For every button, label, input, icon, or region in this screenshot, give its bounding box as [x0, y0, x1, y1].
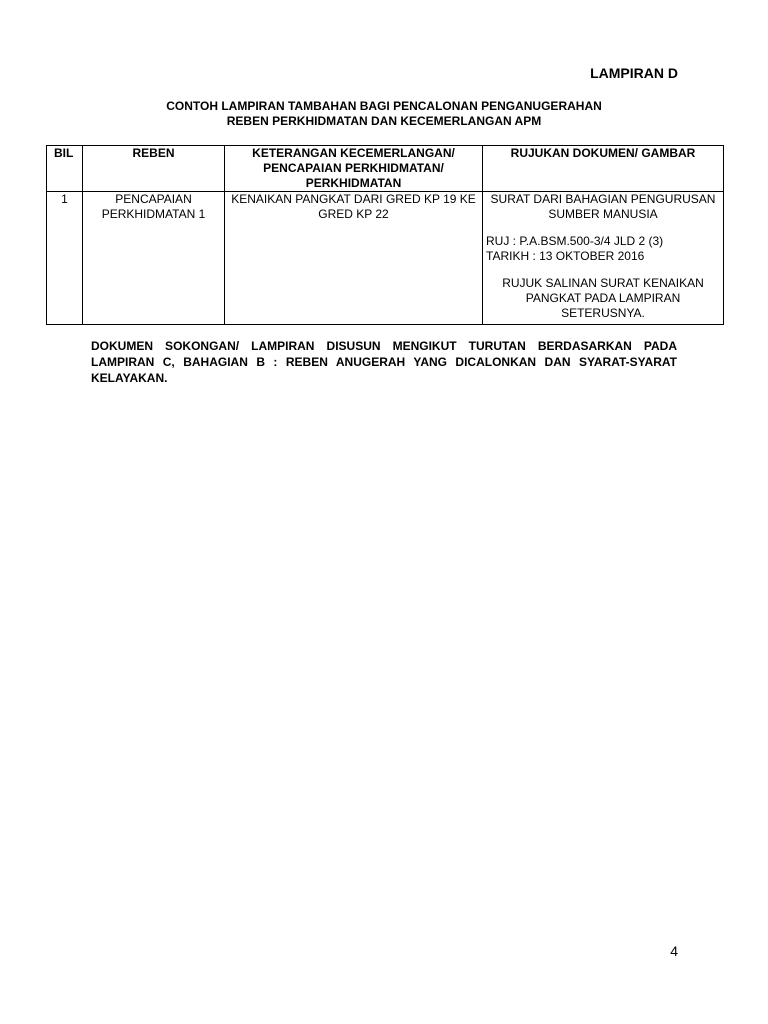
nomination-table — [46, 145, 724, 325]
lampiran-label: LAMPIRAN D — [590, 65, 678, 81]
header-rujukan: RUJUKAN DOKUMEN/ GAMBAR — [483, 146, 724, 192]
page-number: 4 — [670, 943, 678, 959]
table-row — [47, 192, 724, 325]
header-reben: REBEN — [83, 146, 225, 192]
rujukan-surat: SURAT DARI BAHAGIAN PENGURUSAN SUMBER MANUSIA — [490, 192, 716, 221]
rujukan-salinan: RUJUK SALINAN SURAT KENAIKAN PANGKAT PADA LAMPIRAN SETERUSNYA. — [502, 276, 704, 320]
title-line-2: REBEN PERKHIDMATAN DAN KECEMERLANGAN APM — [226, 114, 542, 128]
header-bil: BIL — [47, 146, 83, 192]
document-title — [0, 99, 768, 129]
cell-reben: PENCAPAIAN PERKHIDMATAN 1 — [83, 192, 225, 325]
title-line-1: CONTOH LAMPIRAN TAMBAHAN BAGI PENCALONAN PENGANUGERAHAN — [166, 99, 602, 113]
cell-bil: 1 — [47, 192, 83, 325]
rujukan-ruj: RUJ : P.A.BSM.500-3/4 JLD 2 (3) — [486, 234, 664, 248]
table-header-row — [47, 146, 724, 192]
supporting-documents-note: DOKUMEN SOKONGAN/ LAMPIRAN DISUSUN MENGIKUT TURUTAN BERDASARKAN PADA LAMPIRAN C, BAHAGIAN B : REBEN ANUGERAH YANG DICALONKAN DAN SYARAT-SYARAT KELAYAKAN. — [91, 339, 677, 385]
cell-keterangan: KENAIKAN PANGKAT DARI GRED KP 19 KE GRED KP 22 — [225, 192, 483, 325]
rujukan-tarikh: TARIKH : 13 OKTOBER 2016 — [486, 249, 645, 263]
header-keterangan: KETERANGAN KECEMERLANGAN/ PENCAPAIAN PERKHIDMATAN/ PERKHIDMATAN — [225, 146, 483, 192]
cell-rujukan — [483, 192, 724, 325]
